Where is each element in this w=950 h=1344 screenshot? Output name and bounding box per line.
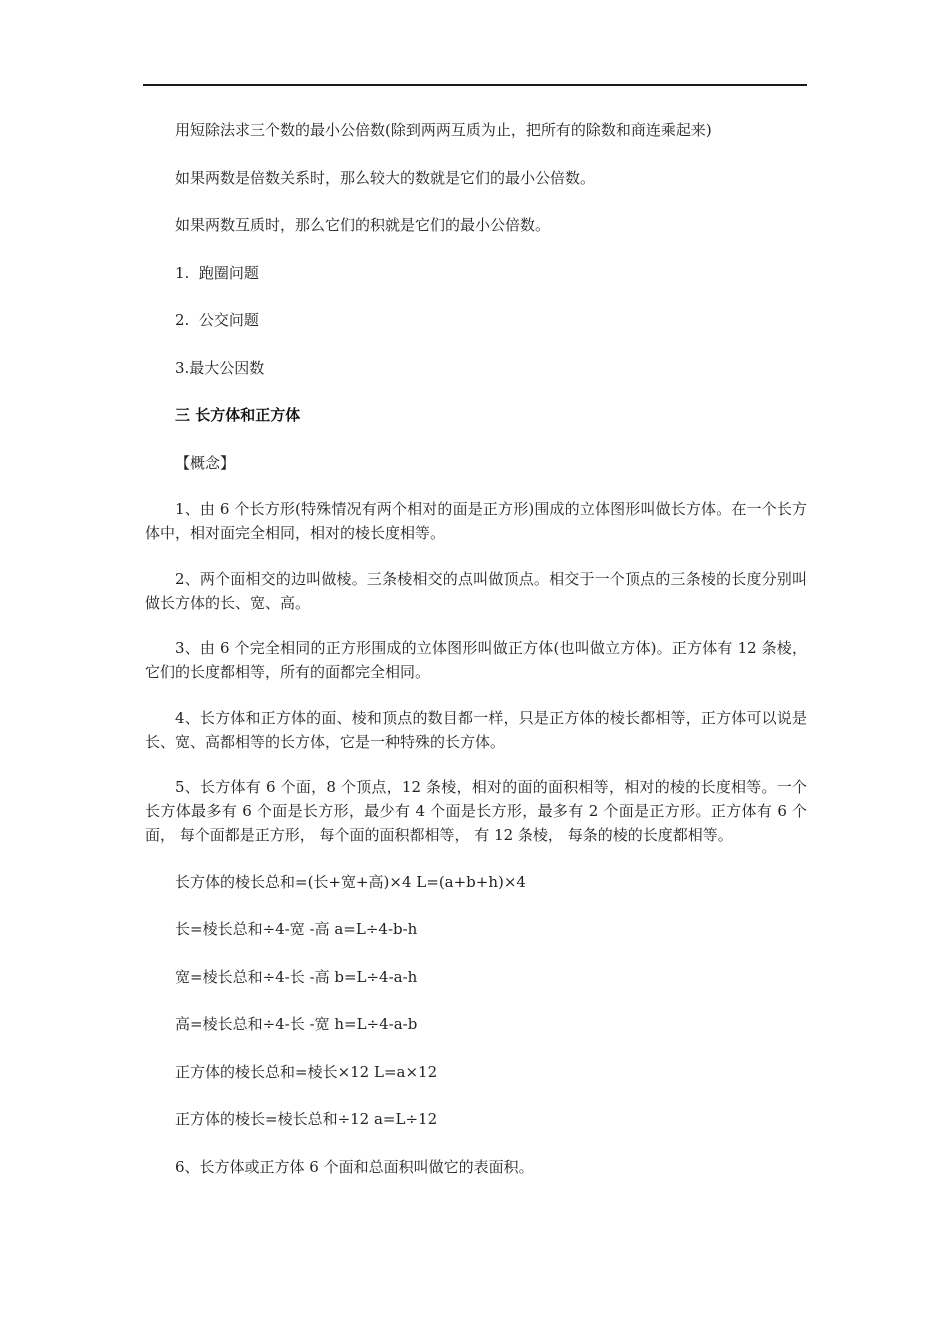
formula-height: 高=棱长总和÷4-长 -宽 h=L÷4-a-b	[175, 1015, 418, 1033]
formula-width: 宽=棱长总和÷4-长 -高 b=L÷4-a-h	[175, 967, 418, 986]
paragraph-concept-5: 5、长方体有 6 个面，8 个顶点，12 条棱，相对的面的面积相等，相对的棱的长度相等。一个长方体最多有 6 个面是长方形，最少有 4 个面是长方形，最多有 2 个面是正方形。正方体有 6 个面， 每个面都是正方形， 每个面的面积都相等， 有 12 条棱， 每条的棱的长度都相等。	[145, 778, 807, 844]
paragraph-lcm-short-division: 用短除法求三个数的最小公倍数(除到两两互质为止，把所有的除数和商连乘起来)	[175, 121, 712, 139]
header-rule	[143, 84, 807, 86]
formula-length: 长=棱长总和÷4-宽 -高 a=L÷4-b-h	[175, 920, 418, 938]
formula-cube-edge: 正方体的棱长=棱长总和÷12 a=L÷12	[175, 1110, 438, 1128]
paragraph-lcm-coprime: 如果两数互质时，那么它们的积就是它们的最小公倍数。	[175, 216, 551, 234]
paragraph-concept-2: 2、两个面相交的边叫做棱。三条棱相交的点叫做顶点。相交于一个顶点的三条棱的长度分别叫做长方体的长、宽、高。	[145, 569, 807, 612]
formula-cuboid-edge-total: 长方体的棱长总和=(长+宽+高)×4 L=(a+b+h)×4	[175, 872, 526, 891]
document-body	[145, 117, 807, 1201]
list-item-running-loop: 1. 跑圈问题	[175, 263, 259, 282]
formula-cube-edge-total: 正方体的棱长总和=棱长×12 L=a×12	[175, 1062, 438, 1081]
list-item-gcd: 3.最大公因数	[175, 358, 265, 377]
paragraph-concept-1: 1、由 6 个长方形(特殊情况有两个相对的面是正方形)围成的立体图形叫做长方体。在一个长方体中，相对面完全相同，相对的棱长度相等。	[145, 500, 807, 542]
section-heading-cuboid-cube: 三 长方体和正方体	[175, 406, 301, 424]
paragraph-concept-4: 4、长方体和正方体的面、棱和顶点的数目都一样，只是正方体的棱长都相等，正方体可以说是长、宽、高都相等的长方体，它是一种特殊的长方体。	[145, 708, 807, 751]
paragraph-lcm-multiple-relation: 如果两数是倍数关系时，那么较大的数就是它们的最小公倍数。	[175, 168, 596, 187]
paragraph-surface-area: 6、长方体或正方体 6 个面和总面积叫做它的表面积。	[175, 1157, 534, 1176]
concept-label: 【概念】	[175, 453, 236, 472]
list-item-bus-problem: 2. 公交问题	[175, 311, 259, 329]
paragraph-concept-3: 3、由 6 个完全相同的正方形围成的立体图形叫做正方体(也叫做立方体)。正方体有 12 条棱，它们的长度都相等，所有的面都完全相同。	[145, 639, 807, 681]
